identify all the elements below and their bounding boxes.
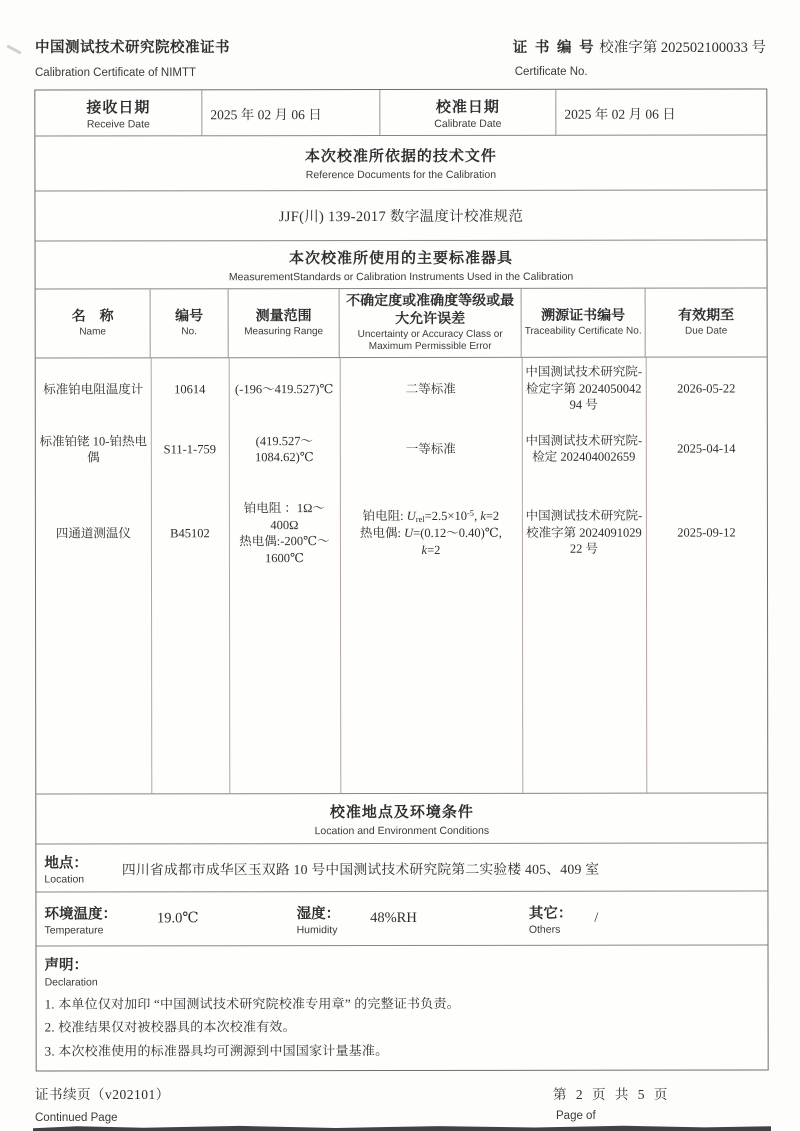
temperature-label-en: Temperature [44,923,104,936]
location-label-cn: 地点： [44,854,88,871]
cell-due: 2025-09-12 [677,525,736,540]
page-number-en: Page of [556,1110,596,1123]
formula-k-value: =2 [485,508,500,523]
formula-prefix: 热电偶: [359,526,405,541]
temperature-value: 19.0℃ [156,910,199,927]
column-header-no-en: No. [181,326,197,338]
cell-no: B45102 [170,526,210,541]
column-header-due-cn: 有效期至 [678,308,735,324]
location-row [36,843,767,892]
receive-date-label-cn: 接收日期 [86,99,151,116]
certificate-body-table [34,88,768,1071]
cell-uncertainty: 一等标准 [405,441,456,456]
column-header-range [229,289,340,357]
reference-document-value: JJF(川) 139-2017 数字温度计校准规范 [35,190,766,241]
column-header-name [36,289,151,357]
calibrate-date-label-en: Calibrate Date [434,117,502,130]
standards-row-3 [36,477,767,588]
standards-row-2 [36,419,767,478]
formula-value: =(0.12～0.40)℃, [413,525,502,541]
cell-uncertainty: 二等标准 [405,381,456,396]
cell-due: 2025-04-14 [677,441,736,456]
humidity-label [297,902,341,936]
environment-row [36,891,767,946]
column-header-traceability [522,289,646,357]
dates-row [35,89,766,136]
institute-title-cn: 中国测试技术研究院校准证书 [35,40,230,56]
cell-range [229,478,340,588]
declaration-item-3: 3. 本次校准使用的标准器具均可溯源到中国国家计量基准。 [44,1042,389,1059]
column-header-no-cn: 编号 [175,309,204,325]
continued-page-en: Continued Page [35,1112,118,1125]
cell-traceability: 中国测试技术研究院-检定 202404002659 [525,433,643,464]
uncertainty-line-3 [422,542,441,559]
cell-traceability: 中国测试技术研究院-校准字第 202409102922 号 [525,508,643,557]
range-tc-line: 热电偶:-200℃～1600℃ [239,534,330,565]
cell-range: (419.527～1084.62)℃ [254,433,314,465]
uncertainty-line-2 [360,525,502,542]
page-footer [35,1083,768,1124]
column-header-due [646,288,767,356]
cell-name: 标准铂铑 10-铂热电偶 [39,433,147,465]
continued-page-cn: 证书续页（v202101） [35,1087,170,1103]
others-value: / [594,910,599,926]
uncertainty-line-1 [363,508,500,525]
reference-section-title [35,135,766,191]
reference-title-cn: 本次校准所依据的技术文件 [304,148,497,166]
temperature-label-cn: 环境温度： [44,905,117,922]
standards-row-1 [36,357,767,420]
formula-symbol-u: U [404,526,414,541]
humidity-value: 48%RH [370,909,417,927]
location-label [44,851,88,885]
formula-symbol-k: k [480,508,486,523]
continued-page-block [35,1083,170,1124]
certificate-number-line [513,36,766,57]
standards-section-title [36,240,767,289]
page-number-block [553,1083,768,1124]
standards-table-body [36,357,768,794]
formula-exponent: -5 [466,507,475,518]
column-header-range-en: Measuring Range [244,326,324,338]
location-label-en: Location [44,872,85,885]
declaration-item-1: 1. 本单位仅对加印 “中国测试技术研究院校准专用章” 的完整证书负责。 [44,995,460,1012]
declaration-items [45,992,758,1063]
column-header-name-cn: 名 称 [71,309,114,325]
humidity-label-en: Humidity [296,923,338,936]
formula-separator: , [474,508,481,523]
cell-traceability: 中国测试技术研究院-检定字第 202405004294 号 [525,364,643,413]
institute-title-en: Calibration Certificate of NIMTT [35,67,197,79]
cell-name: 标准铂电阻温度计 [43,382,144,397]
receive-date-label-cell [35,90,202,135]
declaration-title-en: Declaration [44,976,98,989]
calibrate-date-label-cell [380,90,556,135]
humidity-label-cn: 湿度： [296,905,341,922]
formula-value: =2.5×10 [424,508,467,523]
declaration-item-2: 2. 校准结果仅对被校器具的本次校准有效。 [44,1019,296,1035]
location-title-cn: 校准地点及环境条件 [329,804,474,821]
formula-symbol-u: U [406,508,416,523]
cell-due: 2026-05-22 [677,381,736,396]
standards-table-header-row [36,288,767,358]
institute-title-block [35,36,230,79]
location-section-title [36,793,767,844]
certificate-number-label-en: Certificate No. [514,66,588,78]
standards-title-en: MeasurementStandards or Calibration Instruments Used in the Calibration [228,270,574,283]
declaration-title-cn: 声明： [44,957,89,974]
declaration-section [37,945,768,1070]
others-label-en: Others [528,923,561,936]
column-header-uncertainty [340,289,522,357]
location-value: 四川省成都市成华区玉双路 10 号中国测试技术研究院第二实验楼 405、409 室 [121,861,600,877]
column-header-name-en: Name [79,326,107,338]
certificate-number-label-cn: 证 书 编 号 [512,40,596,56]
formula-subscript: rel [415,513,425,524]
column-header-traceability-cn: 溯源证书编号 [541,308,626,324]
temperature-label [44,902,117,936]
receive-date-label-en: Receive Date [86,117,150,130]
page-number-cn: 第 2 页 共 5 页 [553,1087,671,1103]
cell-no: S11-1-759 [163,442,216,457]
standards-title-cn: 本次校准所使用的主要标准器具 [289,250,514,267]
column-header-uncertainty-cn: 不确定度或准确度等级或最大允许误差 [346,293,515,327]
column-header-traceability-en: Traceability Certificate No. [524,325,642,338]
others-label [529,901,573,935]
calibrate-date-label-cn: 校准日期 [435,99,500,116]
location-title-en: Location and Environment Conditions [314,824,490,837]
formula-symbol-k: k [421,542,428,557]
calibrate-date-value: 2025 年 02 月 06 日 [564,106,676,122]
reference-title-en: Reference Documents for the Calibration [305,168,497,182]
cell-no: 10614 [174,382,206,397]
column-header-due-en: Due Date [685,325,728,337]
formula-k-value: =2 [427,542,441,557]
formula-prefix: 铂电阻: [362,508,407,523]
cell-range: (-196～419.527)℃ [235,381,334,396]
certificate-number-block [513,36,770,79]
receive-date-value: 2025 年 02 月 06 日 [202,90,380,135]
others-label-cn: 其它： [528,905,573,922]
column-header-uncertainty-en: Uncertainty or Accuracy Class or Maximum Permissible Error [357,328,503,353]
range-pt-line: 铂电阻 ：1Ω～400Ω [243,501,325,532]
column-header-range-cn: 测量范围 [255,308,312,324]
document-header [0,0,800,89]
cell-uncertainty [340,478,522,588]
certificate-number-value: 校准字第 202502100033 号 [599,40,766,56]
column-header-no [151,289,229,357]
scan-edge-artifact [33,1125,771,1131]
cell-name: 四通道测温仪 [55,526,131,541]
